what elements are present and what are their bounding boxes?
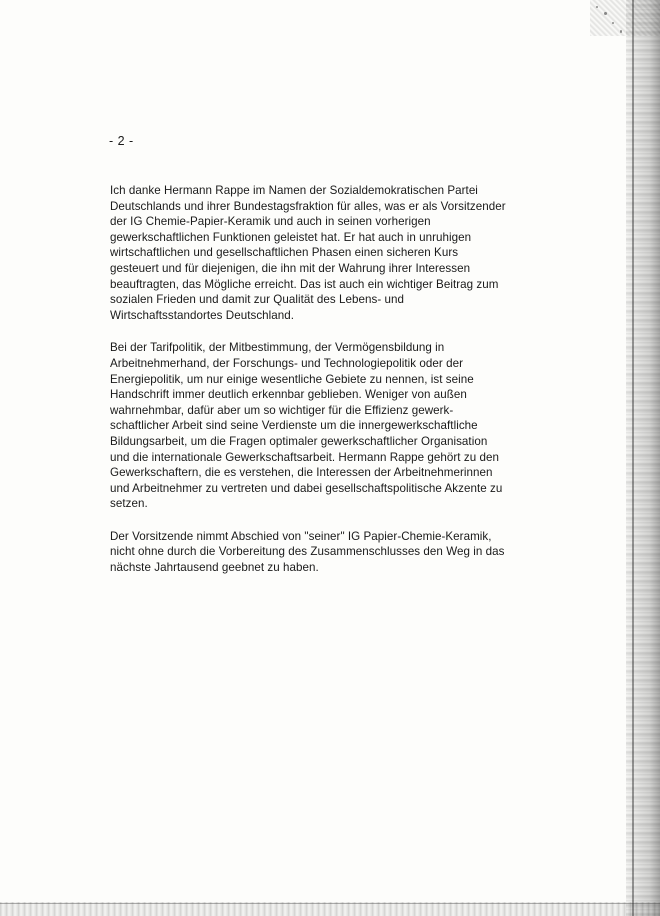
text-line: beauftragten, das Mögliche erreicht. Das ist auch ein wichtiger Beitrag zum — [110, 277, 499, 291]
text-line: Deutschlands und ihrer Bundestagsfraktion für alles, was er als Vorsitzender — [110, 199, 506, 213]
scan-speck — [596, 6, 598, 8]
scan-artifact-bottom-edge — [0, 902, 660, 916]
text-line: Bei der Tarifpolitik, der Mitbestimmung, der Vermögensbildung in — [110, 341, 445, 355]
text-line: sozialen Frieden und damit zur Qualität des Lebens- und — [110, 293, 405, 307]
text-line: setzen. — [110, 497, 148, 511]
text-line: Gewerkschaftern, die es verstehen, die Interessen der Arbeitnehmerinnen — [110, 466, 493, 480]
text-line: schaftlicher Arbeit sind seine Verdienste um die innergewerkschaftliche — [110, 419, 478, 433]
text-line: Bildungsarbeit, um die Fragen optimaler gewerkschaftlicher Organisation — [110, 434, 488, 448]
text-line: gesteuert und für diejenigen, die ihn mit der Wahrung ihrer Interessen — [110, 261, 471, 275]
text-line: Handschrift immer deutlich erkennbar geblieben. Weniger von außen — [110, 388, 467, 402]
text-line: Energiepolitik, um nur einige wesentliche Gebiete zu nennen, ist seine — [110, 372, 474, 386]
scan-artifact-bottom-line — [0, 903, 660, 904]
paragraph-1 — [110, 183, 530, 323]
scan-speck — [620, 30, 622, 33]
paragraph-2 — [110, 340, 530, 512]
text-line: wahrnehmbar, dafür aber um so wichtiger für die Effizienz gewerk- — [110, 403, 454, 417]
text-line: Ich danke Hermann Rappe im Namen der Sozialdemokratischen Partei — [110, 184, 478, 197]
text-line: Arbeitnehmerhand, der Forschungs- und Technologiepolitik oder der — [110, 356, 463, 370]
scan-speck — [612, 22, 614, 24]
text-line: und die internationale Gewerkschaftsarbeit. Hermann Rappe gehört zu den — [110, 450, 499, 464]
paragraph-3 — [110, 529, 530, 576]
text-line: gewerkschaftlichen Funktionen geleistet hat. Er hat auch in unruhigen — [110, 230, 472, 244]
text-line: wirtschaftlichen und gesellschaftlichen Phasen einen sicheren Kurs — [110, 246, 459, 260]
body-text — [110, 183, 530, 593]
text-line: nicht ohne durch die Vorbereitung des Zusammenschlusses den Weg in das — [110, 545, 505, 559]
scan-artifact-right-line — [632, 0, 634, 916]
page-number: - 2 - — [109, 134, 134, 148]
text-line: Der Vorsitzende nimmt Abschied von "seiner" IG Papier-Chemie-Keramik, — [110, 529, 492, 543]
scan-speck — [604, 12, 607, 15]
text-line: und Arbeitnehmer zu vertreten und dabei gesellschaftspolitische Akzente zu — [110, 481, 503, 495]
text-line: nächste Jahrtausend geebnet zu haben. — [110, 561, 319, 575]
text-line: Wirtschaftsstandortes Deutschland. — [110, 308, 295, 322]
text-line: der IG Chemie-Papier-Keramik und auch in seinen vorherigen — [110, 215, 431, 229]
